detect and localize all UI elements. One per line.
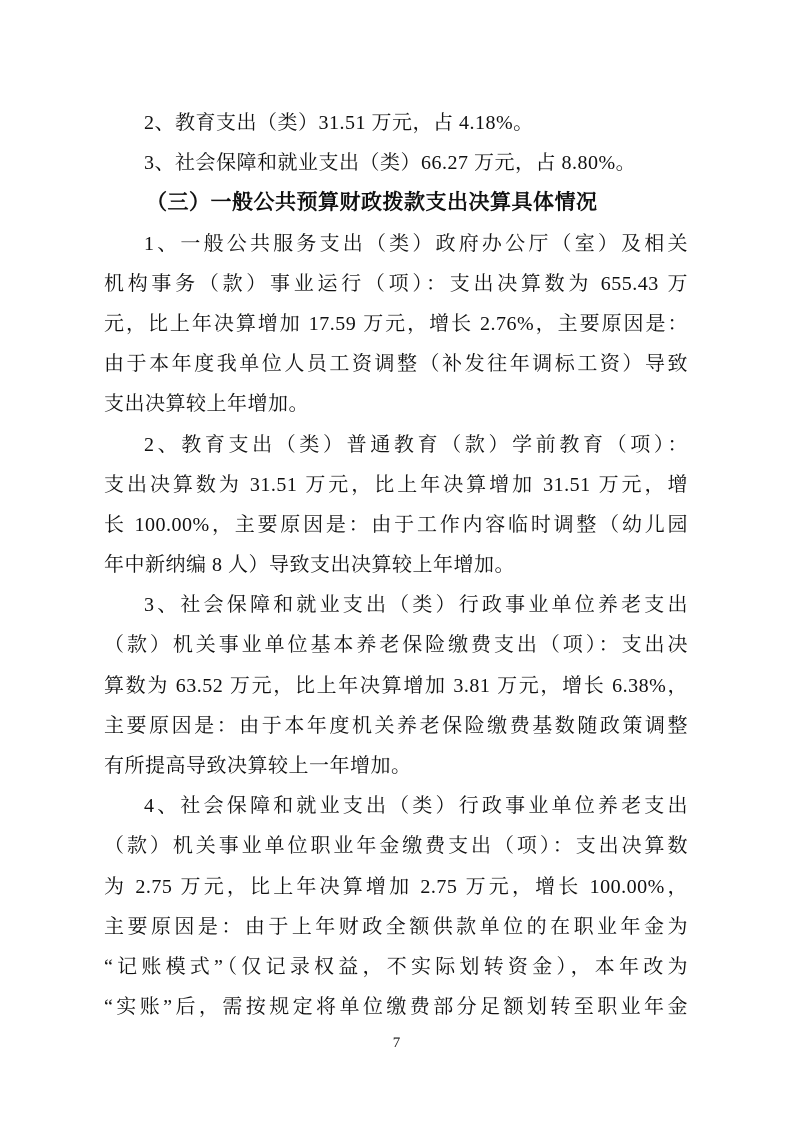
text-line: 3、社会保障和就业支出（类）66.27 万元，占 8.80%。: [144, 152, 637, 175]
paragraph: [104, 224, 688, 425]
text-line: 年中新纳编 8 人）导致支出决算较上年增加。: [104, 554, 515, 577]
paragraph: [104, 143, 688, 183]
paragraph: [104, 585, 688, 786]
paragraph: [104, 103, 688, 143]
paragraph: [104, 425, 688, 586]
text-line: 机构事务（款）事业运行（项）：支出决算数为 655.43 万: [104, 272, 688, 295]
text-line: 2、教育支出（类）普通教育（款）学前教育（项）：: [144, 433, 688, 456]
text-line: 为 2.75 万元，比上年决算增加 2.75 万元，增长 100.00%，: [104, 875, 688, 898]
text-line: 支出决算数为 31.51 万元，比上年决算增加 31.51 万元，增: [104, 473, 688, 496]
text-line: 4、社会保障和就业支出（类）行政事业单位养老支出: [144, 795, 688, 818]
section-heading: [104, 183, 688, 223]
text-line: 由于本年度我单位人员工资调整（补发往年调标工资）导致: [104, 353, 688, 376]
text-line: （三）一般公共预算财政拨款支出决算具体情况: [146, 191, 598, 215]
text-line: 3、社会保障和就业支出（类）行政事业单位养老支出: [144, 594, 688, 617]
text-line: 算数为 63.52 万元，比上年决算增加 3.81 万元，增长 6.38%，: [104, 674, 688, 697]
text-line: 长 100.00%，主要原因是：由于工作内容临时调整（幼儿园: [104, 513, 688, 536]
page-number: 7: [392, 1035, 401, 1051]
text-line: 元，比上年决算增加 17.59 万元，增长 2.76%，主要原因是：: [104, 312, 688, 335]
text-line: 支出决算较上年增加。: [104, 393, 309, 416]
page-footer: [0, 1034, 793, 1052]
text-line: 2、教育支出（类）31.51 万元，占 4.18%。: [144, 112, 534, 134]
text-line: 1、一般公共服务支出（类）政府办公厅（室）及相关: [144, 232, 688, 255]
text-line: 主要原因是：由于上年财政全额供款单位的在职业年金为: [104, 915, 688, 938]
document-body: [104, 103, 688, 1027]
text-line: 主要原因是：由于本年度机关养老保险缴费基数随政策调整: [104, 714, 688, 737]
text-line: （款）机关事业单位基本养老保险缴费支出（项）：支出决: [104, 634, 688, 657]
paragraph: [104, 786, 688, 1027]
text-line: 有所提高导致决算较上一年增加。: [104, 755, 412, 777]
text-line: “实账”后，需按规定将单位缴费部分足额划转至职业年金: [104, 996, 688, 1019]
text-line: “记账模式”（仅记录权益，不实际划转资金），本年改为: [104, 955, 688, 978]
text-line: （款）机关事业单位职业年金缴费支出（项）：支出决算数: [104, 835, 688, 858]
